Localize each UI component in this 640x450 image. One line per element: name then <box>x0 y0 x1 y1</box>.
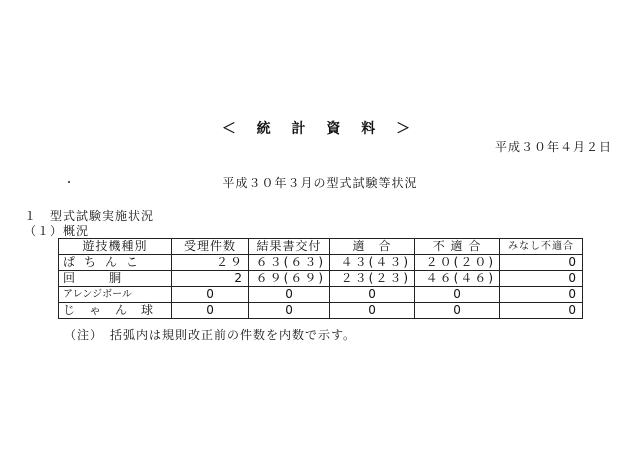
stats-table <box>58 238 583 319</box>
header-received: 受理件数 <box>172 239 249 255</box>
table-cell: 0 <box>330 303 415 319</box>
table-cell: 0 <box>500 303 583 319</box>
table-cell: ４３(４３) <box>330 255 415 271</box>
row-label: じゃん球 <box>59 303 172 319</box>
table-cell: 0 <box>172 287 249 303</box>
table-cell: 0 <box>500 255 583 271</box>
table-cell: 2 <box>172 271 249 287</box>
table-header-row <box>59 239 583 255</box>
table-cell: 0 <box>249 287 330 303</box>
scan-speck <box>68 181 70 183</box>
header-noncompliant: 不 適 合 <box>415 239 500 255</box>
header-machine-type: 遊技機種別 <box>59 239 172 255</box>
table-note: （注） 括弧内は規則改正前の件数を内数で示す。 <box>64 328 357 342</box>
table-cell: 0 <box>249 303 330 319</box>
report-date: 平成３０年４月２日 <box>494 140 612 154</box>
table-cell: 0 <box>172 303 249 319</box>
page-heading: ＜ 統 計 資 料 ＞ <box>221 121 419 137</box>
table-cell: 0 <box>415 287 500 303</box>
table-cell: ２９ <box>172 255 249 271</box>
row-label: アレンジボール <box>59 287 172 303</box>
header-deemed-noncompliant: みなし不適合 <box>500 239 583 255</box>
report-subtitle: 平成３０年３月の型式試験等状況 <box>222 176 418 190</box>
row-label: ぱちんこ <box>59 255 172 271</box>
table-cell: ４６(４６) <box>415 271 500 287</box>
table-cell: 0 <box>500 287 583 303</box>
table-row <box>59 271 583 287</box>
table-cell: ６９(６９) <box>249 271 330 287</box>
table-row <box>59 303 583 319</box>
table-cell: ２３(２３) <box>330 271 415 287</box>
table-row <box>59 255 583 271</box>
table-cell: ２０(２０) <box>415 255 500 271</box>
header-compliant: 適 合 <box>330 239 415 255</box>
table-row <box>59 287 583 303</box>
table-cell: 0 <box>330 287 415 303</box>
table-cell: 0 <box>415 303 500 319</box>
table-cell: 0 <box>500 271 583 287</box>
subsection-title: （１）概況 <box>24 224 90 238</box>
section-title: １ 型式試験実施状況 <box>24 209 155 223</box>
row-label: 回胴 <box>59 271 172 287</box>
table-cell: ６３(６３) <box>249 255 330 271</box>
header-issued: 結果書交付 <box>249 239 330 255</box>
